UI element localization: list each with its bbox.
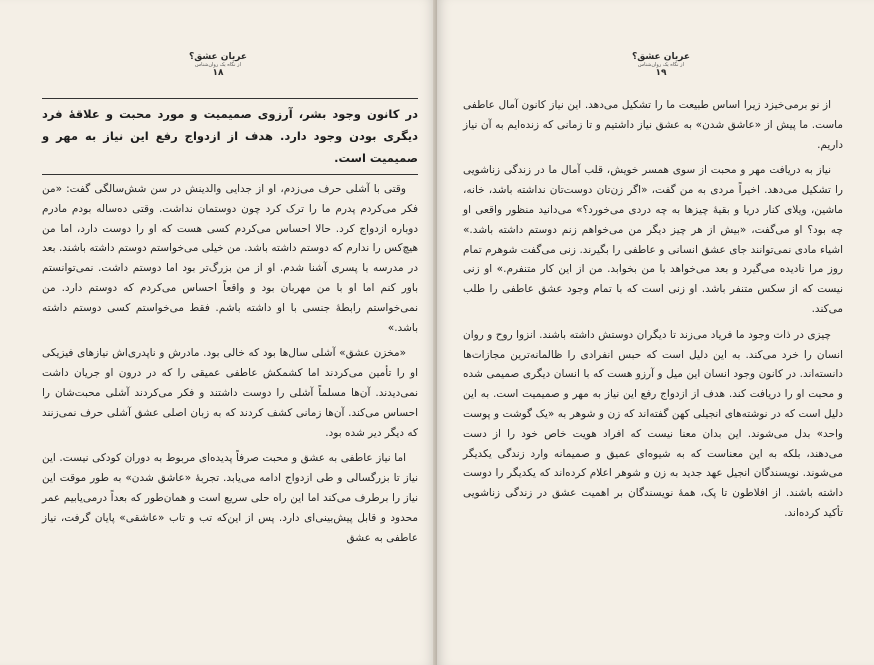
right-page <box>437 0 874 665</box>
paragraph: «مخزن عشق» آشلی سال‌ها بود که خالی بود. مادرش و ناپدری‌اش نیازهای فیزیکی او را تأمین می‌کردند اما کشمکش عاطفی عمیقی را که در درون او جریان داشت نمی‌دیدند. آن‌ها مسلماً آشلی را دوست داشتند و فکر می‌کردند آشلی محبت‌شان را احساس می‌کند. آن‌ها زمانی کشف کردند که به زبان اصلی عشق آشلی حرف نمی‌زنند که دیگر دیر شده بود. <box>42 347 418 439</box>
left-page-header <box>178 52 258 78</box>
running-subtitle: از نگاه یک روان‌شناس <box>195 62 241 68</box>
running-title: عریان عشق؟ <box>632 52 690 62</box>
pull-quote: در کانون وجود بشر، آرزوی صمیمیت و مورد محبت و علاقهٔ فرد دیگری بودن وجود دارد. هدف از ازدواج رفع این نیاز به مهر و صمیمیت است. <box>42 107 418 165</box>
paragraph: وقتی با آشلی حرف می‌زدم، او از جدایی والدینش در سن شش‌سالگی گفت: «من فکر می‌کردم پدرم ما را ترک کرد چون دوستمان نداشت. وقتی ده‌ساله بودم مادرم دوباره ازدواج کرد. حالا احساس می‌کردم کسی هست که او را دوست دارد، اما من هیچ‌کس را ندارم که دوستم داشته باشد. من خیلی می‌خواستم دوستم داشته باشند. بعد در مدرسه با پسری آشنا شدم. او از من بزرگ‌تر بود اما دوستم داشت. نمی‌توانستم باور کنم اما او با من مهربان بود و واقعاً احساس می‌کردم که دوستم دارد. من نمی‌خواستم رابطهٔ جنسی با او داشته باشم. فقط می‌خواستم کسی دوستم داشته باشد.» <box>42 183 418 334</box>
paragraph: چیزی در ذات وجود ما فریاد می‌زند تا دیگران دوستش داشته باشند. انزوا روح و روان انسان را خرد می‌کند. به این دلیل است که حبس انفرادی را ظالمانه‌ترین مجازات‌ها دانسته‌اند. در کانون وجود انسان این میل و آرزو هست که با انسان دیگری صمیمی شده و محبت او را دریافت کند. هدف از ازدواج رفع این نیاز به مهر و صمیمیت است. به این دلیل است که در نوشته‌های انجیلی کهن گفته‌اند که زن و شوهر به «یک گوشت و پوست واحد» بدل می‌شوند. این بدان معنا نیست که افراد هویت خاص خود را از دست می‌دهند، بلکه به این معناست که به شیوه‌ای عمیق و صمیمانه وارد زندگی یکدیگر می‌شوند. نویسندگان انجیل عهد جدید به زن و شوهر اعلام کرده‌اند که یکدیگر را دوست داشته باشند. از افلاطون تا پک، همهٔ نویسندگان بر اهمیت عشق در زندگی زناشویی تأکید کرده‌اند. <box>463 328 843 519</box>
running-subtitle: از نگاه یک روان‌شناس <box>638 62 684 68</box>
paragraph: اما نیاز عاطفی به عشق و محبت صرفاً پدیده‌ای مربوط به دوران کودکی نیست. این نیاز تا بزرگسالی و طی ازدواج ادامه می‌یابد. تجربهٔ «عاشق شدن» به طور موقت این نیاز را برطرف می‌کند اما این راه حلی سریع است و همان‌طور که بعداً درمی‌یابیم عمر محدود و قابل پیش‌بینی‌ای دارد. پس از این‌که تب و تاب «عاشقی» پایان گرفت، نیاز عاطفی به عشق <box>42 452 418 544</box>
quote-rule-top <box>42 98 418 99</box>
right-page-header <box>621 52 701 78</box>
right-page-body <box>463 96 843 524</box>
page-number: ۱۸ <box>212 68 224 78</box>
paragraph: از نو برمی‌خیزد زیرا اساس طبیعت ما را تشکیل می‌دهد. این نیاز کانون آمال عاطفی ماست. ما پیش از «عاشق شدن» به عشق نیاز داشتیم و تا زمانی که زنده‌ایم به آن نیاز داریم. <box>463 99 843 151</box>
quote-rule-bottom <box>42 174 418 175</box>
left-page-body <box>42 180 418 548</box>
page-number: ۱۹ <box>655 68 667 78</box>
left-page <box>0 0 436 665</box>
running-title: عریان عشق؟ <box>189 52 247 62</box>
paragraph: نیاز به دریافت مهر و محبت از سوی همسر خویش، قلب آمال ما در زندگی زناشویی را تشکیل می‌دهد. اخیراً مردی به من گفت، «اگر زن‌تان دوست‌تان نداشته باشد، خانه، ماشین، ویلای کنار دریا و بقیهٔ چیزها به چه دردی می‌خورد؟» می‌دانید منظور واقعی او چه بود؟ او می‌گفت، «بیش از هر چیز دیگر من می‌خواهم زنم دوستم داشته باشد.» اشیاء مادی نمی‌توانند جای عشق انسانی و عاطفی را بگیرند. زنی می‌گفت شوهرم تمام روز مرا نادیده می‌گیرد و بعد می‌خواهد با من بخوابد. من از این کار متنفرم.» او زنی نیست که از سکس متنفر باشد. او زنی است که با تمام وجود عشق عاطفی را طلب می‌کند. <box>463 164 843 315</box>
